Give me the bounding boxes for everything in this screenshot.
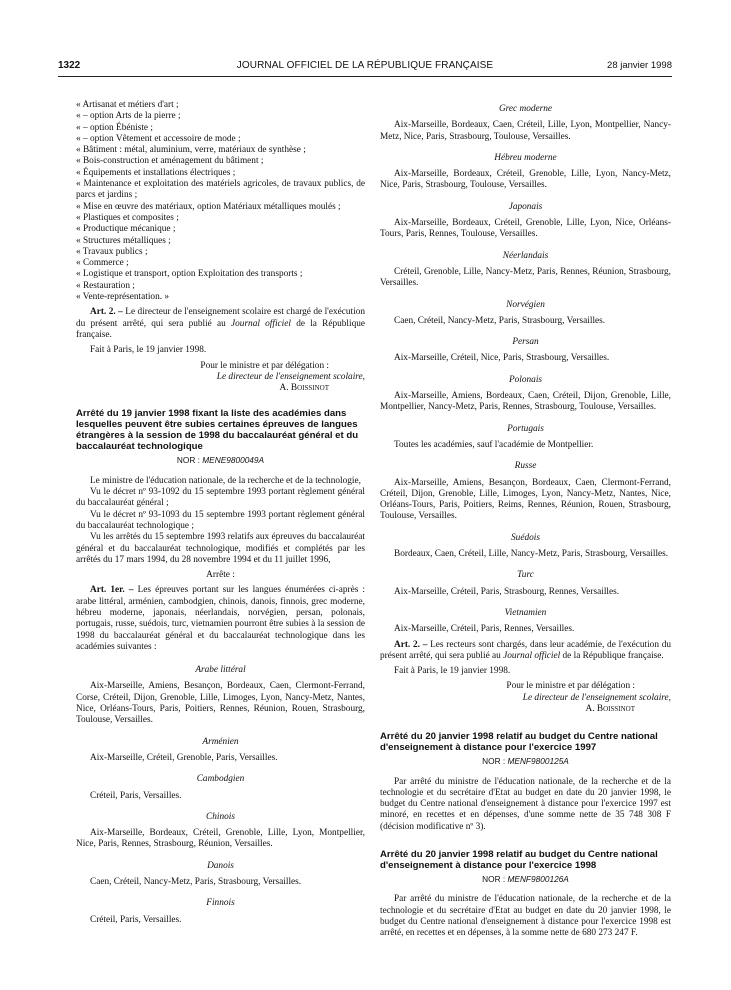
academies-list: Aix-Marseille, Bordeaux, Créteil, Grenoble, Lille, Lyon, Nancy-Metz, Nice, Paris, Strasbourg, Toulouse, Versailles. (380, 169, 671, 191)
language-heading: Polonais (508, 374, 543, 385)
academies-list: Bordeaux, Caen, Créteil, Lille, Nancy-Metz, Paris, Strasbourg, Versailles. (394, 549, 669, 560)
academies-list: Aix-Marseille, Créteil, Nice, Paris, Strasbourg, Versailles. (394, 353, 610, 364)
list-item: « Commerce ; (76, 258, 129, 269)
article-label: Art. 2. – (394, 639, 428, 650)
article-text: de la République française. (76, 318, 365, 340)
language-heading: Arménien (202, 736, 239, 747)
signature-role: Le directeur de l'enseignement scolaire, (216, 371, 365, 382)
academies-list: Toutes les académies, sauf l'académie de Montpellier. (394, 439, 594, 450)
list-item: « Maintenance et exploitation des matériels agricoles, de travaux publics, de parcs et jardins ; (76, 179, 365, 201)
list-item: « Bois-construction et aménagement du bâtiment ; (76, 156, 264, 167)
list-item: « Plastiques et composites ; (76, 212, 179, 223)
language-heading: Portugais (507, 423, 544, 434)
article-1-paragraph (76, 585, 365, 653)
list-item: « Logistique et transport, option Exploitation des transports ; (76, 269, 303, 280)
academies-list: Créteil, Paris, Versailles. (90, 914, 182, 925)
list-item: « Artisanat et métiers d'art ; (76, 100, 179, 110)
list-item: « – option Ébéniste ; (76, 122, 153, 133)
arrete-heading: Arrête : (206, 570, 235, 581)
decree-title: Arrêté du 20 janvier 1998 relatif au budget du Centre national d'enseignement à distance pour l'exercice 1997 (380, 731, 658, 754)
decree-text: Par arrêté du ministre de l'éducation nationale, de la recherche et de la technologie et du secrétaire d'Etat au budget en date du 20 janvier 1998, le budget du Centre national d'enseignement à distance pour l'exercice 1997 est minoré, en recettes et en dépenses, d'une somme nette de 35 748 308 F (décision modificative nº 3). (380, 776, 671, 832)
list-item: « – option Arts de la pierre ; (76, 111, 181, 122)
profession-list (76, 100, 365, 303)
signature-line: Pour le ministre et par délégation : (506, 681, 635, 692)
academies-list: Caen, Créteil, Nancy-Metz, Paris, Strasbourg, Versailles. (394, 315, 606, 326)
nor-label: NOR : (176, 455, 203, 466)
language-heading: Hébreu moderne (494, 152, 557, 163)
decree-text: Par arrêté du ministre de l'éducation nationale, de la recherche et de la technologie et du secrétaire d'Etat au budget en date du 20 janvier 1998, le budget du Centre national d'enseignement à distance pour l'exercice 1998 est arrêté, en recettes et en dépenses, à la somme nette de 680 273 247 F. (380, 894, 671, 939)
right-column (380, 100, 671, 940)
nor-reference (380, 756, 671, 767)
signature-role: Le directeur de l'enseignement scolaire, (522, 692, 671, 703)
language-heading: Turc (517, 570, 534, 581)
fait-line: Fait à Paris, le 19 janvier 1998. (90, 345, 207, 356)
page-header (58, 58, 672, 77)
visa-paragraph: Vu le décret nº 93-1092 du 15 septembre 1993 portant règlement général du baccalauréat général ; (76, 487, 365, 509)
article-2-paragraph (76, 307, 365, 341)
intro-paragraph: Le ministre de l'éducation nationale, de la recherche et de la technologie, (90, 475, 361, 486)
article-2-paragraph (380, 640, 671, 663)
academies-list: Créteil, Paris, Versailles. (90, 790, 182, 801)
journal-reference: Journal officiel (503, 650, 561, 661)
signatory-name: A. Boissinot (585, 703, 635, 714)
academies-list: Aix-Marseille, Créteil, Grenoble, Paris, Versailles. (90, 752, 278, 763)
list-item: « Bâtiment : métal, aluminium, verre, matériaux de synthèse ; (76, 145, 306, 156)
signatory-name: A. Boissinot (279, 383, 329, 394)
academies-list: Aix-Marseille, Amiens, Besançon, Bordeaux, Caen, Clermont-Ferrand, Créteil, Dijon, Grenoble, Lille, Limoges, Lyon, Nancy-Metz, Nantes, Nice, Orléans-Tours, Paris, Poitiers, Reims, Rennes, Réunion, Rouen, Strasbourg, Toulouse, Versailles. (380, 477, 671, 522)
language-heading: Néerlandais (502, 250, 549, 261)
list-item: « Structures métalliques ; (76, 235, 171, 246)
signature-line: Pour le ministre et par délégation : (200, 360, 329, 371)
academies-list: Aix-Marseille, Créteil, Paris, Strasbourg, Rennes, Versailles. (394, 586, 620, 597)
language-heading: Danois (207, 860, 234, 871)
left-column (76, 100, 365, 926)
language-heading: Chinois (206, 811, 235, 822)
language-heading: Suédois (511, 532, 540, 543)
academies-list: Aix-Marseille, Créteil, Paris, Rennes, Versailles. (394, 624, 575, 635)
language-heading: Norvégien (506, 299, 545, 310)
academies-list: Aix-Marseille, Bordeaux, Créteil, Grenoble, Lille, Lyon, Montpellier, Nice, Paris, Rennes, Strasbourg, Réunion, Versailles. (76, 828, 365, 850)
list-item: « Productique mécanique ; (76, 224, 176, 235)
decree-title: Arrêté du 19 janvier 1998 fixant la liste des académies dans lesquelles peuvent être subies certaines épreuves de langues étrangères à la session de 1998 du baccalauréat général et du baccalauréat technologique (76, 408, 359, 453)
nor-reference (380, 874, 671, 885)
list-item: « – option Vêtement et accessoire de mode ; (76, 133, 241, 144)
academies-list: Aix-Marseille, Bordeaux, Caen, Créteil, Lille, Lyon, Montpellier, Nancy-Metz, Nice, Paris, Strasbourg, Toulouse, Versailles. (380, 120, 671, 142)
visa-paragraph: Vu le décret nº 93-1093 du 15 septembre 1993 portant règlement général du baccalauréat technologique ; (76, 509, 365, 531)
language-heading: Russe (514, 461, 537, 472)
list-item: « Vente-représentation. » (76, 292, 170, 303)
article-text: Les recteurs sont chargés, dans leur académie, de l'exécution du présent arrêté, qui sera publié au (380, 639, 672, 661)
article-label: Art. 1er. – (90, 585, 134, 596)
list-item: « Mise en œuvre des matériaux, option Matériaux métalliques moulés ; (76, 201, 341, 212)
nor-label: NOR : (482, 874, 508, 885)
nor-code: MENE9800049A (202, 455, 265, 466)
decree-title: Arrêté du 20 janvier 1998 relatif au budget du Centre national d'enseignement à distance pour l'exercice 1998 (380, 849, 658, 872)
nor-code: MENF9800126A (507, 874, 569, 885)
article-text: Les épreuves portant sur les langues énumérées ci-après : arabe littéral, arménien, cambodgien, chinois, danois, finnois, grec moderne, hébreu moderne, japonais, néerlandais, norvégien, persan, polonais, portugais, russe, suédois, turc, vietnamien pourront être subies à la session de 1998 du baccalauréat général et du baccalauréat technologique dans les académies suivantes : (76, 585, 366, 652)
issue-date: 28 janvier 1998 (607, 60, 672, 71)
academies-list: Aix-Marseille, Amiens, Besançon, Bordeaux, Caen, Clermont-Ferrand, Corse, Créteil, Dijon, Grenoble, Lille, Limoges, Lyon, Nancy-Metz, Nantes, Nice, Orléans-Tours, Paris, Poitiers, Rennes, Réunion, Rouen, Strasbourg, Toulouse, Versailles. (76, 681, 365, 726)
language-heading: Arabe littéral (195, 665, 246, 676)
language-heading: Japonais (508, 201, 543, 212)
article-text: de la République française. (560, 650, 664, 661)
academies-list: Créteil, Grenoble, Lille, Nancy-Metz, Paris, Rennes, Réunion, Strasbourg, Versailles. (380, 266, 671, 289)
nor-reference (76, 455, 365, 466)
page-number: 1322 (58, 60, 81, 71)
list-item: « Équipements et installations électriques ; (76, 167, 236, 178)
article-label: Art. 2. – (90, 307, 123, 318)
journal-reference: Journal officiel (231, 318, 291, 329)
language-heading: Persan (512, 337, 539, 348)
visa-paragraph: Vu les arrêtés du 15 septembre 1993 relatifs aux épreuves du baccalauréat général et du baccalauréat technologique, modifiés et complétés par les arrêtés du 17 mars 1994, du 28 novembre 1994 et du 11 juillet 1996, (76, 532, 365, 565)
academies-list: Aix-Marseille, Bordeaux, Créteil, Grenoble, Lille, Lyon, Nice, Orléans-Tours, Paris, Rennes, Toulouse, Versailles. (380, 218, 671, 240)
nor-label: NOR : (482, 756, 508, 767)
list-item: « Travaux publics ; (76, 246, 148, 257)
fait-line: Fait à Paris, le 19 janvier 1998. (394, 666, 511, 677)
language-heading: Finnois (206, 898, 235, 909)
list-item: « Restauration ; (76, 280, 135, 291)
language-heading: Cambodgien (196, 774, 245, 785)
academies-list: Caen, Créteil, Nancy-Metz, Paris, Strasbourg, Versailles. (90, 877, 302, 888)
language-heading: Vietnamien (504, 607, 547, 618)
journal-title: JOURNAL OFFICIEL DE LA RÉPUBLIQUE FRANÇAISE (236, 60, 494, 71)
academies-list: Aix-Marseille, Amiens, Bordeaux, Caen, Créteil, Dijon, Grenoble, Lille, Montpellier, Nancy-Metz, Paris, Rennes, Strasbourg, Toulouse, Versailles. (380, 391, 671, 413)
language-heading: Grec moderne (498, 104, 553, 114)
nor-code: MENF9800125A (507, 756, 569, 767)
article-text: Le directeur de l'enseignement scolaire est chargé de l'exécution du présent arrêté, qui sera publié au (76, 307, 365, 329)
